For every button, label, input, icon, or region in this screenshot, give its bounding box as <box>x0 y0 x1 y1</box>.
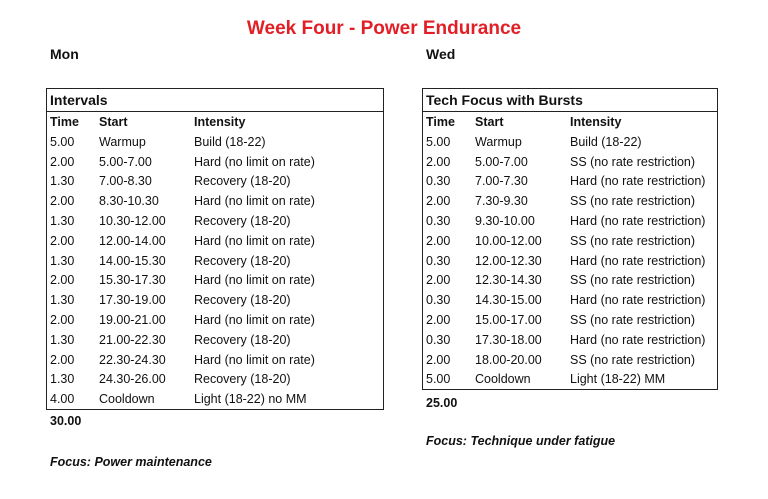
cell-start: 21.00-22.30 <box>99 332 166 347</box>
table-row <box>423 310 705 330</box>
cell-start: 5.00-7.00 <box>475 154 528 169</box>
mon-table <box>46 88 384 410</box>
wed-table-title: Tech Focus with Bursts <box>423 89 717 112</box>
table-row <box>423 271 705 291</box>
cell-time: 2.00 <box>426 273 451 288</box>
cell-intensity: SS (no rate restriction) <box>570 154 696 169</box>
cell-intensity: SS (no rate restriction) <box>570 273 696 288</box>
cell-start: 10.30-12.00 <box>99 214 166 229</box>
cell-time: 1.30 <box>50 293 75 308</box>
header-intensity: Intensity <box>194 115 246 129</box>
cell-intensity: Hard (no limit on rate) <box>194 352 315 367</box>
cell-intensity: Hard (no rate restriction) <box>570 253 706 268</box>
table-row <box>423 330 705 350</box>
cell-start: Warmup <box>99 134 146 149</box>
cell-intensity: Light (18-22) MM <box>570 372 666 387</box>
cell-time: 2.00 <box>50 154 75 169</box>
mon-total: 30.00 <box>50 414 82 428</box>
table-header-row <box>47 112 315 132</box>
table-row <box>47 231 315 251</box>
cell-time: 0.30 <box>426 253 451 268</box>
table-row <box>47 350 315 370</box>
cell-intensity: Recovery (18-20) <box>194 174 291 189</box>
cell-start: 14.00-15.30 <box>99 253 166 268</box>
cell-time: 2.00 <box>426 194 451 209</box>
cell-time: 1.30 <box>50 214 75 229</box>
cell-time: 1.30 <box>50 253 75 268</box>
cell-time: 5.00 <box>426 372 451 387</box>
cell-intensity: SS (no rate restriction) <box>570 194 696 209</box>
table-row <box>423 211 705 231</box>
header-time: Time <box>426 115 455 129</box>
cell-intensity: Recovery (18-20) <box>194 253 291 268</box>
cell-time: 2.00 <box>426 352 451 367</box>
table-row <box>47 172 315 192</box>
cell-start: Cooldown <box>99 392 155 407</box>
table-row <box>423 290 705 310</box>
wed-table <box>422 88 718 390</box>
cell-intensity: SS (no rate restriction) <box>570 352 696 367</box>
header-start: Start <box>99 115 128 129</box>
cell-time: 0.30 <box>426 293 451 308</box>
cell-intensity: Recovery (18-20) <box>194 332 291 347</box>
header-time: Time <box>50 115 79 129</box>
cell-start: 7.00-7.30 <box>475 174 528 189</box>
cell-time: 1.30 <box>50 372 75 387</box>
cell-intensity: Recovery (18-20) <box>194 293 291 308</box>
cell-time: 4.00 <box>50 392 75 407</box>
cell-start: 8.30-10.30 <box>99 194 159 209</box>
table-row <box>423 370 705 390</box>
cell-intensity: Hard (no rate restriction) <box>570 332 706 347</box>
table-row <box>47 330 315 350</box>
cell-start: 19.00-21.00 <box>99 313 166 328</box>
wed-total: 25.00 <box>426 396 458 410</box>
cell-time: 2.00 <box>426 233 451 248</box>
table-row <box>423 231 705 251</box>
cell-intensity: Hard (no limit on rate) <box>194 154 315 169</box>
cell-time: 2.00 <box>50 352 75 367</box>
cell-time: 2.00 <box>50 273 75 288</box>
cell-start: 12.00-14.00 <box>99 233 166 248</box>
cell-intensity: Build (18-22) <box>570 134 642 149</box>
cell-time: 0.30 <box>426 214 451 229</box>
cell-start: 24.30-26.00 <box>99 372 166 387</box>
table-header-row <box>423 112 705 132</box>
cell-start: 12.00-12.30 <box>475 253 542 268</box>
table-row <box>47 310 315 330</box>
table-row <box>47 370 315 390</box>
cell-start: 7.30-9.30 <box>475 194 528 209</box>
mon-interval-table <box>47 112 315 409</box>
cell-time: 1.30 <box>50 332 75 347</box>
wed-interval-table <box>423 112 705 389</box>
day-label-mon: Mon <box>50 46 79 62</box>
mon-table-title: Intervals <box>47 89 383 112</box>
cell-time: 5.00 <box>50 134 75 149</box>
cell-start: 15.30-17.30 <box>99 273 166 288</box>
wed-table-body <box>423 132 705 389</box>
page-title: Week Four - Power Endurance <box>246 18 522 39</box>
table-row <box>47 271 315 291</box>
cell-intensity: Hard (no limit on rate) <box>194 194 315 209</box>
cell-intensity: Recovery (18-20) <box>194 372 291 387</box>
cell-start: 17.30-19.00 <box>99 293 166 308</box>
cell-time: 1.30 <box>50 174 75 189</box>
table-row <box>423 152 705 172</box>
cell-start: 10.00-12.00 <box>475 233 542 248</box>
cell-start: 9.30-10.00 <box>475 214 535 229</box>
cell-intensity: Light (18-22) no MM <box>194 392 307 407</box>
cell-intensity: SS (no rate restriction) <box>570 313 696 328</box>
wed-focus: Focus: Technique under fatigue <box>426 434 616 448</box>
day-label-wed: Wed <box>426 46 456 62</box>
cell-intensity: Hard (no limit on rate) <box>194 273 315 288</box>
cell-intensity: Hard (no rate restriction) <box>570 214 706 229</box>
table-row <box>47 290 315 310</box>
table-row <box>47 211 315 231</box>
cell-start: 17.30-18.00 <box>475 332 542 347</box>
cell-intensity: Build (18-22) <box>194 134 266 149</box>
cell-start: 18.00-20.00 <box>475 352 542 367</box>
cell-time: 2.00 <box>50 313 75 328</box>
cell-intensity: Hard (no limit on rate) <box>194 313 315 328</box>
cell-start: 15.00-17.00 <box>475 313 542 328</box>
cell-start: 14.30-15.00 <box>475 293 542 308</box>
table-row <box>423 191 705 211</box>
cell-time: 0.30 <box>426 332 451 347</box>
table-row <box>47 132 315 152</box>
table-row <box>47 191 315 211</box>
cell-intensity: Hard (no rate restriction) <box>570 174 706 189</box>
cell-intensity: Recovery (18-20) <box>194 214 291 229</box>
cell-start: 22.30-24.30 <box>99 352 166 367</box>
table-row <box>47 152 315 172</box>
cell-start: Warmup <box>475 134 522 149</box>
table-row <box>423 172 705 192</box>
header-intensity: Intensity <box>570 115 622 129</box>
mon-table-body <box>47 132 315 409</box>
mon-focus: Focus: Power maintenance <box>50 455 212 469</box>
cell-intensity: Hard (no rate restriction) <box>570 293 706 308</box>
table-row <box>47 251 315 271</box>
cell-start: 12.30-14.30 <box>475 273 542 288</box>
table-row <box>47 389 315 409</box>
cell-start: Cooldown <box>475 372 531 387</box>
table-row <box>423 251 705 271</box>
table-row <box>423 132 705 152</box>
cell-time: 2.00 <box>50 194 75 209</box>
header-start: Start <box>475 115 504 129</box>
cell-time: 2.00 <box>50 233 75 248</box>
cell-intensity: Hard (no limit on rate) <box>194 233 315 248</box>
cell-start: 7.00-8.30 <box>99 174 152 189</box>
cell-time: 2.00 <box>426 313 451 328</box>
cell-time: 0.30 <box>426 174 451 189</box>
table-row <box>423 350 705 370</box>
cell-time: 5.00 <box>426 134 451 149</box>
cell-start: 5.00-7.00 <box>99 154 152 169</box>
cell-time: 2.00 <box>426 154 451 169</box>
cell-intensity: SS (no rate restriction) <box>570 233 696 248</box>
